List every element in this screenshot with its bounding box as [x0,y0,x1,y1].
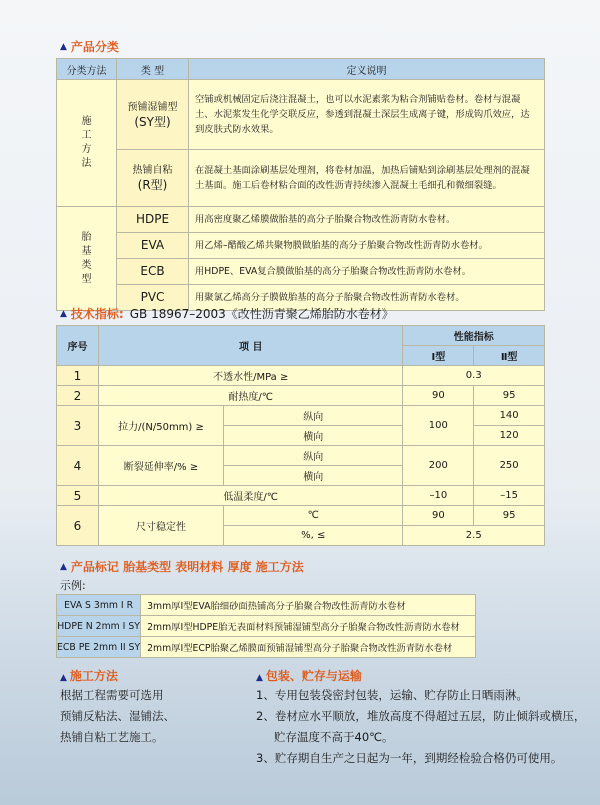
value-cell: –10 [403,486,474,506]
triangle-icon: ▲ [60,561,67,572]
group-construction-method: 施 工 方 法 [57,80,117,207]
example-desc: 2mm厚Ⅰ型HDPE胎无表面材料预铺湿铺型高分子胎聚合物改性沥青防水卷材 [141,616,476,637]
value-cell: 250 [474,446,545,486]
sub-item-cell: 纵向 [224,446,403,466]
example-table [56,594,476,658]
row-number: 3 [57,406,99,446]
value-cell: 100 [403,406,474,446]
example-code: EVA S 3mm I R [57,595,141,616]
example-label: 示例: [60,579,86,592]
type-cell: 热铺自粘 (R型) [117,150,189,207]
triangle-icon: ▲ [60,308,67,319]
type-cell: 预铺湿铺型 (SY型) [117,80,189,150]
value-cell: 140 [474,406,545,426]
value-cell: 95 [474,386,545,406]
row-number: 5 [57,486,99,506]
packaging-item: 1、专用包装袋密封包装，运输、贮存防止日晒雨淋。 [256,688,528,702]
value-cell: 90 [403,506,474,526]
definition-cell: 用HDPE、EVA复合膜做胎基的高分子胎聚合物改性沥青防水卷材。 [189,259,545,285]
value-cell: 200 [403,446,474,486]
example-code: ECB PE 2mm II SY [57,637,141,658]
header-type1: Ⅰ型 [403,346,474,366]
item-cell: 尺寸稳定性 [99,506,224,546]
definition-cell: 用乙烯–醋酸乙烯共聚物膜做胎基的高分子胎聚合物改性沥青防水卷材。 [189,233,545,259]
item-cell: 拉力/(N/50mm) ≥ [99,406,224,446]
header-performance: 性能指标 [403,326,545,346]
value-cell: 2.5 [403,526,545,546]
item-cell: 耐热度/℃ [99,386,403,406]
packaging-item: 3、贮存期自生产之日起为一年，到期经检验合格仍可使用。 [256,751,563,765]
value-cell: –15 [474,486,545,506]
value-cell: 90 [403,386,474,406]
item-cell: 不透水性/MPa ≥ [99,366,403,386]
triangle-icon: ▲ [60,673,67,683]
header-method: 分类方法 [57,59,117,80]
example-desc: 2mm厚Ⅰ型ECP胎聚乙烯膜面预铺湿铺型高分子胎聚合物改性沥青防水卷材 [141,637,476,658]
header-item: 项 目 [99,326,403,366]
header-type2: Ⅱ型 [474,346,545,366]
sub-item-cell: 横向 [224,466,403,486]
construction-title: ▲ 施工方法 [60,669,118,683]
example-code: HDPE N 2mm I SY [57,616,141,637]
row-number: 4 [57,446,99,486]
packaging-item: 2、卷材应水平顺放，堆放高度不得超过五层，防止倾斜或横压，贮存温度不高于40℃。 [256,709,586,744]
row-number: 6 [57,506,99,546]
section-title-specs: ▲ 技术指标: GB 18967–2003《改性沥青聚乙烯胎防水卷材》 [60,307,394,321]
sub-item-cell: %, ≤ [224,526,403,546]
definition-cell: 用聚氯乙烯高分子膜做胎基的高分子胎聚合物改性沥青防水卷材。 [189,285,545,311]
triangle-icon: ▲ [60,41,67,52]
header-no: 序号 [57,326,99,366]
row-number: 1 [57,366,99,386]
specs-table [56,325,545,546]
definition-cell: 空铺或机械固定后浇注混凝土，也可以水泥素浆为粘合剂铺贴卷材。卷材与混凝土、水泥浆发生化学交联反应，参透到混凝土深层生成离子键，形成钩爪效应，达到皮肤式防水效果。 [189,80,545,150]
packaging-list [256,685,596,769]
section-title-marking: ▲ 产品标记 胎基类型 表明材料 厚度 施工方法 [60,560,304,574]
item-cell: 低温柔度/℃ [99,486,403,506]
type-cell: PVC [117,285,189,311]
construction-text: 根据工程需要可选用 预铺反粘法、湿铺法、 热铺自粘工艺施工。 [60,688,175,744]
group-base-type: 胎 基 类 型 [57,207,117,311]
value-cell: 120 [474,426,545,446]
classification-table [56,58,545,311]
header-type: 类 型 [117,59,189,80]
sub-item-cell: 纵向 [224,406,403,426]
section-title-classification: ▲ 产品分类 [60,40,119,54]
type-cell: EVA [117,233,189,259]
definition-cell: 用高密度聚乙烯膜做胎基的高分子胎聚合物改性沥青防水卷材。 [189,207,545,233]
triangle-icon: ▲ [256,673,263,683]
value-cell: 0.3 [403,366,545,386]
item-cell: 断裂延伸率/% ≥ [99,446,224,486]
packaging-title: ▲ 包装、贮存与运输 [256,669,362,683]
example-desc: 3mm厚Ⅰ型EVA胎细砂面热铺高分子胎聚合物改性沥青防水卷材 [141,595,476,616]
sub-item-cell: 横向 [224,426,403,446]
header-definition: 定义说明 [189,59,545,80]
row-number: 2 [57,386,99,406]
type-cell: ECB [117,259,189,285]
sub-item-cell: ℃ [224,506,403,526]
definition-cell: 在混凝土基面涂刷基层处理剂，将卷材加温，加热后铺贴到涂刷基层处理剂的混凝土基面。施工后卷材粘合面的改性沥青持续渗入混凝土毛细孔和微细裂缝。 [189,150,545,207]
type-cell: HDPE [117,207,189,233]
value-cell: 95 [474,506,545,526]
